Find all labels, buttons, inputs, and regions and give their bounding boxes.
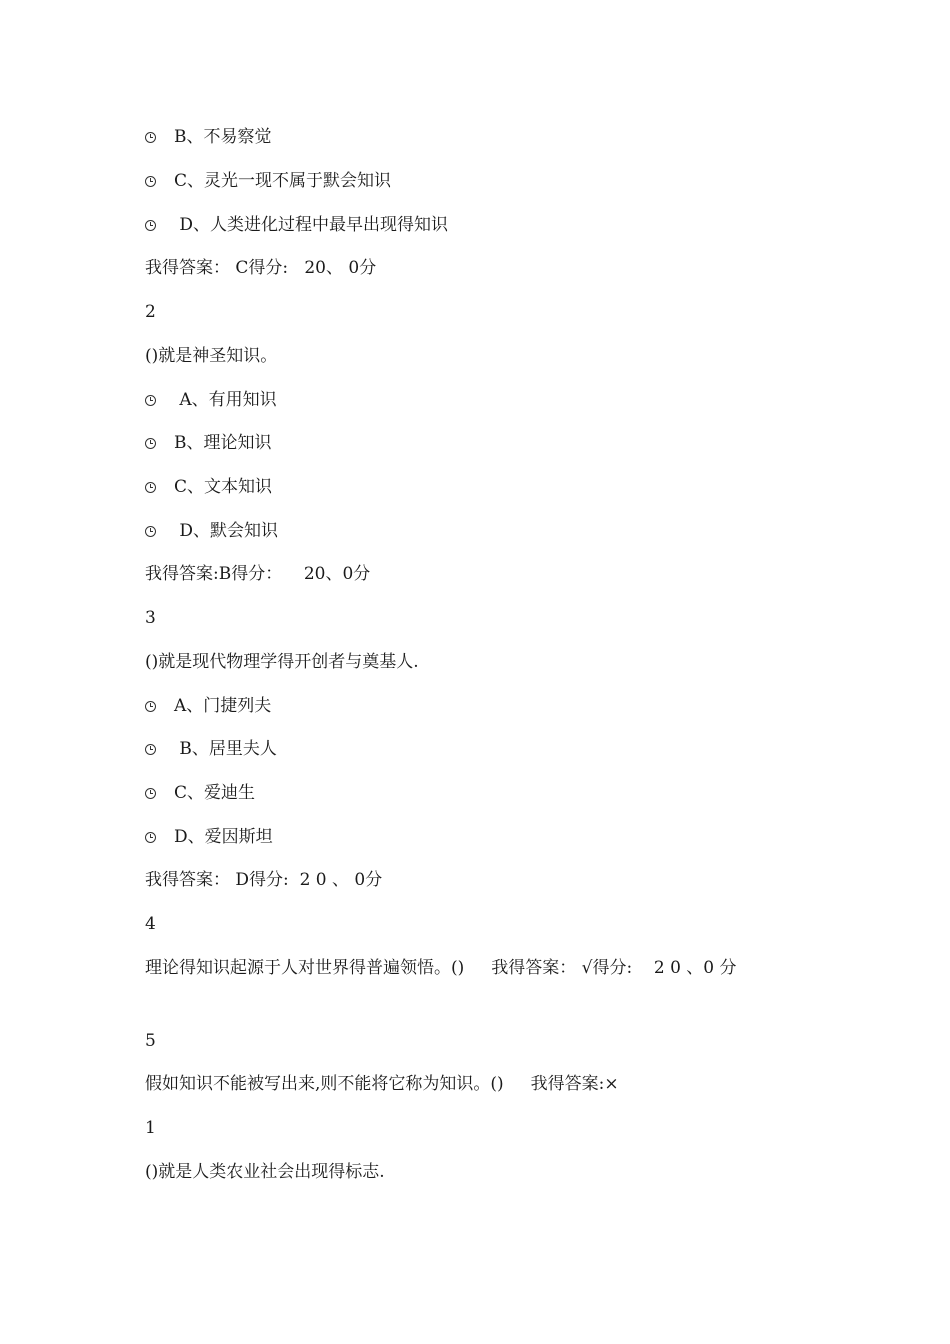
- answer-line: 我得答案： C得分: 20、 0分: [145, 258, 377, 278]
- question-text: 理论得知识起源于人对世界得普遍领悟。() 我得答案： √得分: 2 0 、0 分: [145, 958, 737, 978]
- question-number: 1: [145, 1118, 156, 1138]
- option-c[interactable]: C、文本知识: [145, 475, 272, 499]
- radio-icon[interactable]: [145, 744, 156, 755]
- radio-icon[interactable]: [145, 701, 156, 712]
- answer-line: 我得答案:B得分： 20、0分: [145, 564, 371, 584]
- option-b[interactable]: B、居里夫人: [145, 737, 277, 761]
- question-number: 4: [145, 914, 156, 934]
- radio-icon[interactable]: [145, 526, 156, 537]
- question-text: ()就是现代物理学得开创者与奠基人.: [145, 652, 419, 672]
- radio-icon[interactable]: [145, 132, 156, 143]
- option-b[interactable]: B、理论知识: [145, 431, 272, 455]
- option-c[interactable]: C、爱迪生: [145, 781, 255, 805]
- radio-icon[interactable]: [145, 832, 156, 843]
- question-text: ()就是神圣知识。: [145, 346, 278, 366]
- option-d[interactable]: D、人类进化过程中最早出现得知识: [145, 213, 448, 237]
- question-text: ()就是人类农业社会出现得标志.: [145, 1162, 385, 1182]
- option-b[interactable]: B、不易察觉: [145, 125, 272, 149]
- radio-icon[interactable]: [145, 176, 156, 187]
- option-a[interactable]: A、门捷列夫: [145, 694, 271, 718]
- answer-line: 我得答案： D得分: 2 0 、 0分: [145, 870, 383, 890]
- option-d[interactable]: D、默会知识: [145, 519, 278, 543]
- radio-icon[interactable]: [145, 220, 156, 231]
- radio-icon[interactable]: [145, 395, 156, 406]
- question-number: 3: [145, 608, 156, 628]
- radio-icon[interactable]: [145, 438, 156, 449]
- question-text: 假如知识不能被写出来,则不能将它称为知识。() 我得答案:×: [145, 1074, 619, 1094]
- radio-icon[interactable]: [145, 788, 156, 799]
- question-number: 5: [145, 1031, 156, 1051]
- radio-icon[interactable]: [145, 482, 156, 493]
- option-d[interactable]: D、爱因斯坦: [145, 825, 273, 849]
- option-a[interactable]: A、有用知识: [145, 388, 277, 412]
- question-number: 2: [145, 302, 156, 322]
- option-c[interactable]: C、灵光一现不属于默会知识: [145, 169, 391, 193]
